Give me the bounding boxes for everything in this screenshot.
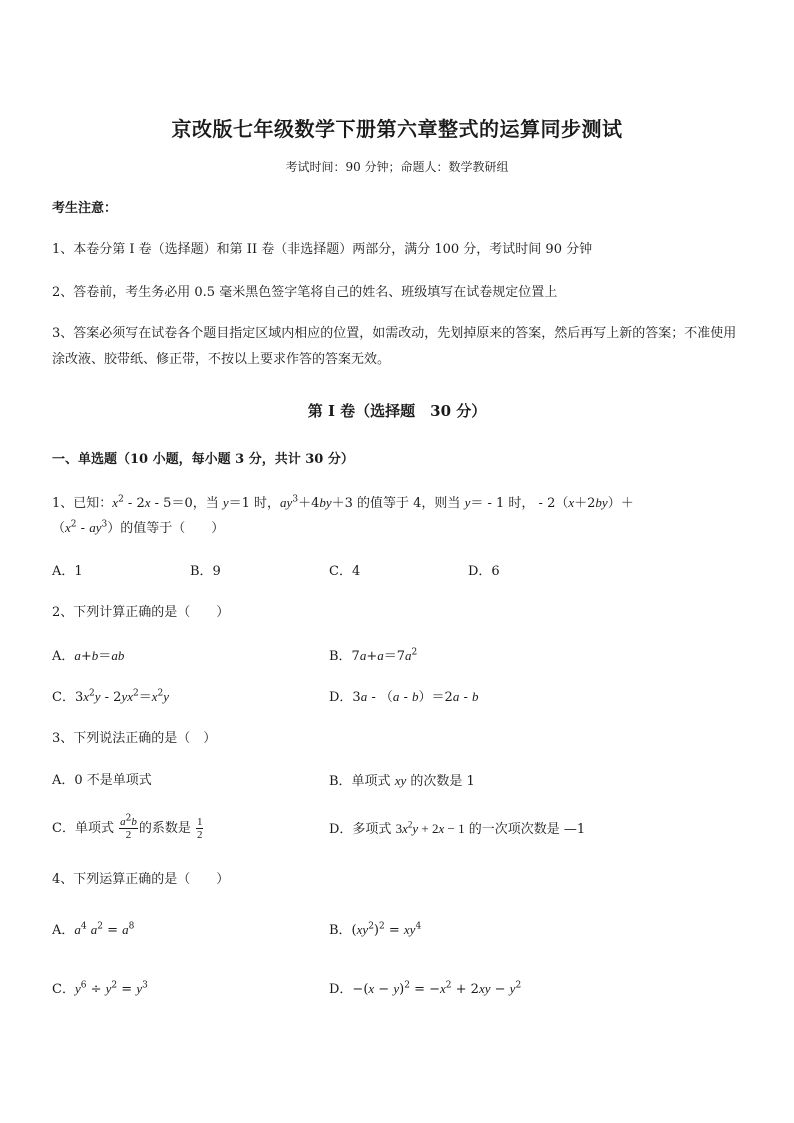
- question-1-option-c[interactable]: C．4: [329, 564, 361, 579]
- notice-item-3: 3、答案必须写在试卷各个题目指定区域内相应的位置，如需改动，先划掉原来的答案，然后再写上新的答案；不准使用涂改液、胶带纸、修正带，不按以上要求作答的答案无效。: [52, 326, 737, 367]
- notice-heading: 考生注意：: [52, 201, 118, 216]
- question-3-option-b[interactable]: B．单项式 xy 的次数是 1: [329, 773, 475, 789]
- question-4-option-b[interactable]: B．$(xy^2)^2 = xy^4$: [329, 921, 422, 938]
- question-2-option-d[interactable]: D．3a - （a - b）＝2a - b: [329, 689, 479, 705]
- question-1-prefix: 1、已知：: [52, 496, 113, 511]
- question-4-option-d[interactable]: D．$-(x - y)^2 = -x^2 + 2xy - y^2$: [329, 980, 522, 997]
- question-1-option-b[interactable]: B．9: [190, 564, 221, 579]
- section-title: 第 I 卷（选择题 30 分）: [307, 402, 487, 420]
- question-3-option-c[interactable]: C．单项式 $\frac{a^2b}{2}$ 的系数是 $\frac{1}{2}$: [52, 813, 203, 841]
- question-1-option-a[interactable]: A．1: [52, 564, 83, 579]
- question-1-stem-line2: $(x^2 - ay^3)$的值等于（ ）: [52, 519, 225, 536]
- exam-info: 考试时间：90 分钟；命题人：数学教研组: [285, 160, 509, 174]
- question-2-option-b[interactable]: B．$7a+a=7a^2$: [329, 647, 418, 664]
- question-4-option-a[interactable]: A．$a^4$ $a^2 = a^8$: [52, 921, 135, 938]
- page-title: 京改版七年级数学下册第六章整式的运算同步测试: [171, 117, 623, 141]
- question-3-option-a[interactable]: A．0 不是单项式: [52, 773, 152, 788]
- question-2-stem: 2、下列计算正确的是（ ）: [52, 605, 230, 620]
- fraction-one-half: $\frac{1}{2}$: [196, 816, 203, 841]
- question-3-stem: 3、下列说法正确的是（ ）: [52, 731, 217, 746]
- question-1-option-d[interactable]: D．6: [468, 564, 500, 579]
- question-4-stem: 4、下列运算正确的是（ ）: [52, 872, 230, 887]
- question-3-option-d[interactable]: D．多项式 $3x^2y + 2x - 1$ 的一次项次数是 —1: [329, 819, 586, 837]
- notice-item-1: 1、本卷分第 I 卷（选择题）和第 II 卷（非选择题）两部分，满分 100 分，考试时间 90 分钟: [52, 242, 593, 257]
- question-4-option-c[interactable]: C．$y^6 \div y^2 = y^3$: [52, 980, 148, 997]
- question-1-stem: 1、已知：$x^2 - 2x - 5=0$，当 y＝1 时，$ay^3+4by+3$ 的值等于 4，则当 y＝ - 1 时， - 2（x＋2by）＋: [52, 494, 634, 511]
- fraction-a2b-over-2: $\frac{a^2b}{2}$: [120, 813, 137, 841]
- notice-item-2: 2、答卷前，考生务必用 0.5 毫米黑色签字笔将自己的姓名、班级填写在试卷规定位置上: [52, 285, 558, 300]
- question-2-option-c[interactable]: C．$3x^2y - 2yx^2=x^2y$: [52, 688, 170, 705]
- question-2-option-a[interactable]: A．a+b＝ab: [52, 648, 125, 664]
- section-subtitle: 一、单选题（10 小题，每小题 3 分，共计 30 分）: [52, 452, 354, 467]
